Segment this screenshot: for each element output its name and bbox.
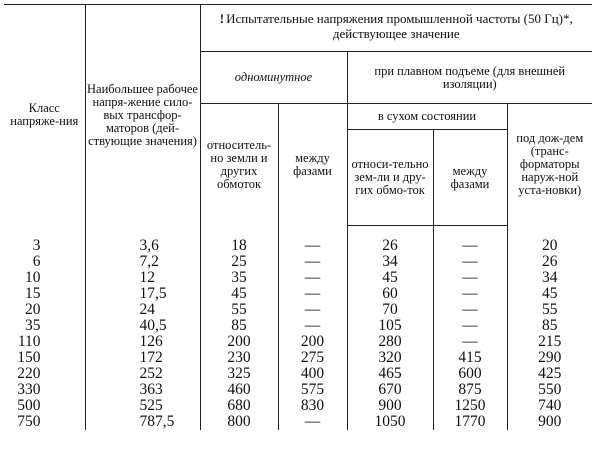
cell-value: 460 [227, 381, 251, 398]
cell-value: 3 [32, 236, 41, 254]
cell-one-minute-phases [278, 382, 347, 398]
cell-value: 60 [382, 285, 398, 302]
cell-one-minute-phases [278, 350, 347, 366]
cell-value: 550 [538, 381, 562, 398]
header-rain: под дож-дем (транс-форматоры наруж-ной уста-новки) [507, 104, 592, 226]
cell-value: — [304, 317, 321, 334]
cell-value: 363 [139, 381, 163, 398]
cell-max-voltage [85, 398, 200, 414]
cell-one-minute-ground [200, 334, 278, 350]
cell-value: 875 [458, 381, 482, 398]
cell-dry-ground [347, 382, 433, 398]
cell-value: 900 [538, 413, 562, 430]
cell-value: 200 [227, 333, 251, 350]
cell-one-minute-ground [200, 382, 278, 398]
table-row [4, 302, 592, 318]
cell-value: 40,5 [139, 317, 167, 334]
cell-dry-ground [347, 334, 433, 350]
cell-value: — [462, 269, 478, 286]
table-row [4, 366, 592, 382]
table-row [4, 254, 592, 270]
cell-rain [507, 398, 592, 414]
cell-value: 330 [17, 381, 41, 398]
cell-dry-phases [433, 334, 507, 350]
cell-rain [507, 302, 592, 318]
cell-voltage-class [4, 226, 85, 255]
cell-one-minute-ground [200, 366, 278, 382]
cell-rain [507, 226, 592, 255]
cell-max-voltage [85, 350, 200, 366]
cell-value: 252 [139, 365, 163, 382]
cell-one-minute-ground [200, 414, 278, 430]
cell-value: — [462, 301, 478, 318]
table-row [4, 226, 592, 255]
cell-dry-ground [347, 286, 433, 302]
cell-one-minute-phases [278, 334, 347, 350]
cell-value: — [304, 413, 321, 430]
cell-value: 20 [542, 236, 558, 254]
cell-value: 290 [538, 349, 562, 366]
cell-max-voltage [85, 226, 200, 255]
cell-value: — [304, 285, 321, 302]
cell-value: 425 [538, 365, 562, 382]
cell-voltage-class [4, 398, 85, 414]
cell-value: 126 [139, 333, 163, 350]
cell-rain [507, 334, 592, 350]
header-smooth-rise: при плавном подъеме (для внешней изоляции) [347, 52, 592, 104]
cell-one-minute-phases [278, 414, 347, 430]
cell-value: 200 [300, 333, 325, 350]
cell-max-voltage [85, 302, 200, 318]
cell-voltage-class [4, 334, 85, 350]
header-one-minute: одноминутное [200, 52, 347, 104]
table-row [4, 270, 592, 286]
cell-value: — [304, 269, 321, 286]
cell-max-voltage [85, 366, 200, 382]
cell-rain [507, 414, 592, 430]
cell-rain [507, 382, 592, 398]
cell-dry-phases [433, 270, 507, 286]
cell-value: — [462, 237, 478, 254]
cell-value: 85 [231, 317, 247, 334]
table-row [4, 398, 592, 414]
cell-value: 15 [25, 285, 41, 302]
cell-value: 400 [300, 365, 325, 382]
cell-value: 45 [382, 269, 398, 286]
cell-value: 750 [17, 413, 41, 430]
header-dry-state: в сухом состоянии [347, 104, 507, 130]
cell-value: 55 [231, 301, 247, 318]
cell-value: 800 [227, 413, 251, 430]
cell-voltage-class [4, 382, 85, 398]
cell-value: 20 [25, 301, 41, 318]
cell-value: 105 [378, 317, 402, 334]
cell-value: 7,2 [139, 253, 159, 270]
cell-one-minute-phases [278, 286, 347, 302]
table-row [4, 382, 592, 398]
cell-dry-phases [433, 350, 507, 366]
cell-value: 1770 [454, 413, 486, 430]
cell-one-minute-ground [200, 254, 278, 270]
table-row [4, 334, 592, 350]
cell-voltage-class [4, 254, 85, 270]
cell-value: 500 [17, 397, 41, 414]
cell-dry-ground [347, 226, 433, 255]
cell-one-minute-ground [200, 350, 278, 366]
cell-value: 26 [382, 237, 398, 254]
cell-max-voltage [85, 254, 200, 270]
marker-glyph: ! [219, 11, 225, 26]
cell-value: 35 [25, 317, 41, 334]
cell-value: 465 [378, 365, 402, 382]
cell-dry-phases [433, 302, 507, 318]
cell-value: — [304, 253, 321, 270]
cell-dry-ground [347, 318, 433, 334]
cell-value: 230 [227, 349, 251, 366]
cell-value: 55 [542, 301, 558, 318]
cell-value: 740 [538, 397, 562, 414]
cell-value: 18 [231, 236, 247, 254]
cell-value: 575 [300, 381, 325, 398]
header-relative-ground: относитель-но земли и других обмоток [200, 104, 278, 226]
cell-value: 1050 [374, 413, 406, 430]
cell-one-minute-ground [200, 398, 278, 414]
header-relative-ground-dry: относи-тельно зем-ли и дру-гих обмо-ток [347, 130, 433, 226]
cell-value: 830 [300, 397, 325, 414]
cell-voltage-class [4, 414, 85, 430]
cell-dry-ground [347, 350, 433, 366]
cell-max-voltage [85, 414, 200, 430]
cell-one-minute-phases [278, 398, 347, 414]
header-voltage-class: Класс напряже-ния [4, 5, 85, 226]
cell-value: 150 [17, 349, 41, 366]
cell-value: 670 [378, 381, 402, 398]
cell-rain [507, 366, 592, 382]
cell-dry-ground [347, 366, 433, 382]
header-between-phases: между фазами [278, 104, 347, 226]
cell-value: — [462, 253, 478, 270]
cell-dry-ground [347, 302, 433, 318]
cell-one-minute-ground [200, 302, 278, 318]
cell-value: 110 [17, 333, 41, 350]
cell-rain [507, 350, 592, 366]
cell-value: 280 [378, 333, 402, 350]
cell-value: 34 [542, 269, 558, 286]
cell-value: 26 [542, 253, 558, 270]
cell-value: 600 [458, 365, 482, 382]
cell-value: 24 [139, 301, 155, 318]
cell-rain [507, 270, 592, 286]
cell-voltage-class [4, 286, 85, 302]
cell-value: 680 [227, 397, 251, 414]
cell-one-minute-phases [278, 302, 347, 318]
cell-value: 17,5 [139, 285, 167, 302]
cell-one-minute-phases [278, 270, 347, 286]
cell-value: — [462, 333, 478, 350]
cell-value: 320 [378, 349, 402, 366]
cell-dry-phases [433, 398, 507, 414]
cell-voltage-class [4, 350, 85, 366]
cell-value: 25 [231, 253, 247, 270]
cell-value: 275 [300, 349, 325, 366]
cell-voltage-class [4, 302, 85, 318]
cell-rain [507, 318, 592, 334]
cell-voltage-class [4, 366, 85, 382]
cell-one-minute-phases [278, 366, 347, 382]
cell-voltage-class [4, 270, 85, 286]
table-row [4, 286, 592, 302]
cell-one-minute-phases [278, 318, 347, 334]
cell-one-minute-phases [278, 254, 347, 270]
cell-value: 1250 [454, 397, 486, 414]
cell-max-voltage [85, 334, 200, 350]
cell-value: 85 [542, 317, 558, 334]
cell-value: 10 [25, 269, 41, 286]
cell-one-minute-phases [278, 226, 347, 255]
cell-one-minute-ground [200, 226, 278, 255]
cell-value: 34 [382, 253, 398, 270]
cell-dry-phases [433, 286, 507, 302]
table-row [4, 318, 592, 334]
cell-dry-phases [433, 226, 507, 255]
cell-voltage-class [4, 318, 85, 334]
cell-value: 215 [538, 333, 562, 350]
cell-value: — [462, 317, 478, 334]
cell-one-minute-ground [200, 286, 278, 302]
cell-dry-phases [433, 254, 507, 270]
cell-dry-ground [347, 270, 433, 286]
cell-value: 12 [139, 269, 155, 286]
cell-dry-phases [433, 382, 507, 398]
cell-value: 172 [139, 349, 163, 366]
cell-max-voltage [85, 318, 200, 334]
cell-dry-ground [347, 254, 433, 270]
cell-value: 45 [542, 285, 558, 302]
header-between-phases-dry: между фазами [433, 130, 507, 226]
cell-value: 70 [382, 301, 398, 318]
cell-max-voltage [85, 286, 200, 302]
cell-value: 3,6 [139, 236, 159, 254]
cell-dry-phases [433, 318, 507, 334]
cell-dry-phases [433, 414, 507, 430]
cell-max-voltage [85, 382, 200, 398]
cell-value: 220 [17, 365, 41, 382]
cell-value: 45 [231, 285, 247, 302]
cell-one-minute-ground [200, 270, 278, 286]
cell-value: 525 [139, 397, 163, 414]
table-row [4, 414, 592, 430]
table-body [4, 226, 592, 431]
cell-value: — [462, 285, 478, 302]
cell-value: 415 [458, 349, 482, 366]
cell-value: 35 [231, 269, 247, 286]
cell-dry-phases [433, 366, 507, 382]
cell-value: — [304, 236, 321, 254]
cell-rain [507, 286, 592, 302]
cell-one-minute-ground [200, 318, 278, 334]
cell-max-voltage [85, 270, 200, 286]
cell-value: 787,5 [139, 413, 175, 430]
table-row [4, 350, 592, 366]
cell-value: 900 [378, 397, 402, 414]
header-max-working-voltage: Наибольшее рабочее напря-жение сило-вых трансфор-маторов (дей-ствующие значения) [85, 5, 200, 226]
header-test-voltages: ! Испытательные напряжения промышленной частоты (50 Гц)*, действующее значение [200, 5, 592, 52]
cell-dry-ground [347, 398, 433, 414]
cell-value: 6 [32, 253, 41, 270]
test-voltage-table [4, 4, 592, 430]
cell-value: 325 [227, 365, 251, 382]
cell-rain [507, 254, 592, 270]
cell-value: — [304, 301, 321, 318]
cell-dry-ground [347, 414, 433, 430]
